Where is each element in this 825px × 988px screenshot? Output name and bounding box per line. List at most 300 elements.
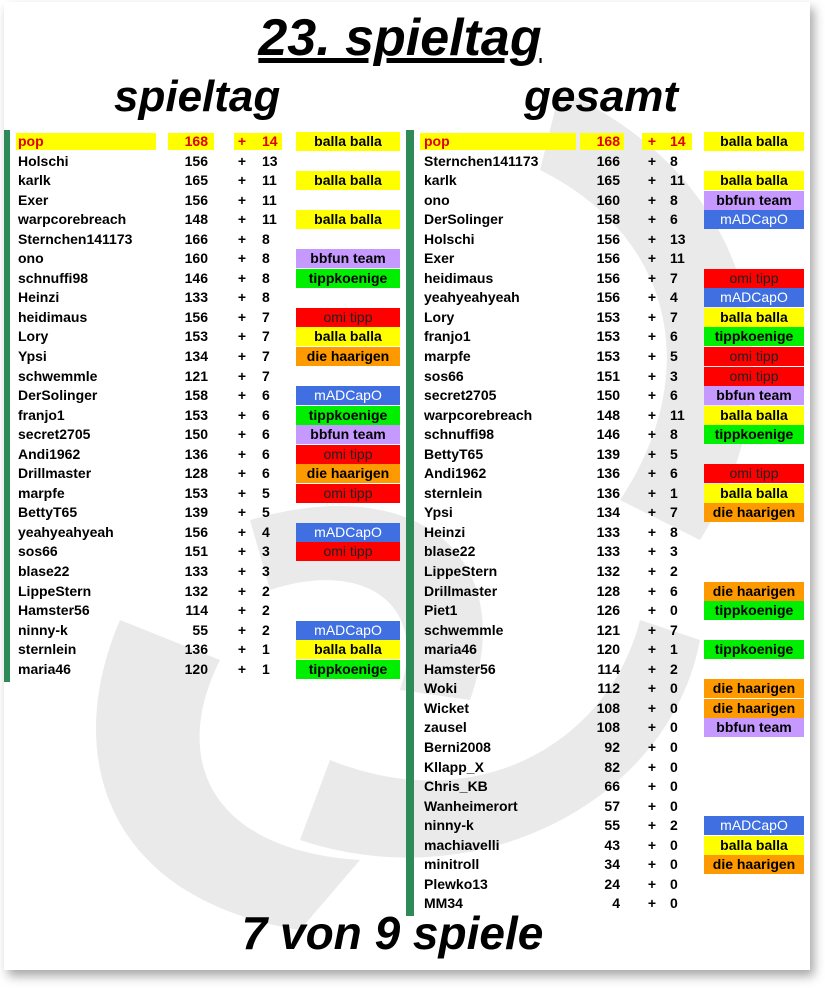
player-name: Hamster56	[18, 602, 90, 619]
table-row	[0, 464, 404, 484]
player-name: Heinzi	[18, 289, 60, 306]
table-row	[406, 464, 811, 484]
player-name: sternlein	[18, 641, 77, 658]
player-name: Sternchen141173	[18, 230, 133, 247]
plus-sign: +	[237, 504, 247, 521]
player-points: 136	[596, 465, 620, 482]
player-name: Hamster56	[424, 660, 496, 677]
team-badge: bbfun team	[704, 191, 804, 210]
added-points: 0	[670, 895, 678, 912]
added-points: 5	[262, 484, 270, 501]
player-name: Exer	[18, 191, 49, 208]
table-row	[0, 347, 404, 367]
added-points: 3	[262, 563, 270, 580]
table-row	[0, 406, 404, 426]
plus-sign: +	[647, 250, 657, 267]
table-row	[406, 406, 811, 426]
plus-sign: +	[237, 152, 247, 169]
player-points: 151	[596, 367, 620, 384]
plus-sign: +	[237, 426, 247, 443]
player-name: zausel	[424, 719, 467, 736]
player-name: karlk	[18, 172, 51, 189]
player-points: 153	[184, 406, 208, 423]
table-row	[0, 132, 404, 152]
table-row	[406, 288, 811, 308]
team-badge: tippkoenige	[296, 269, 400, 288]
player-name: warpcorebreach	[424, 406, 533, 423]
table-row	[406, 210, 811, 230]
player-name: Drillmaster	[424, 582, 498, 599]
team-badge: omi tipp	[296, 542, 400, 561]
table-row	[406, 347, 811, 367]
added-points: 2	[262, 621, 270, 638]
team-badge: balla balla	[704, 836, 804, 855]
player-name: Drillmaster	[18, 465, 92, 482]
player-name: BettyT65	[424, 445, 484, 462]
table-row	[0, 308, 404, 328]
table-row	[406, 445, 811, 465]
team-badge: die haarigen	[296, 347, 400, 366]
table-row	[406, 797, 811, 817]
added-points: 6	[262, 445, 270, 462]
added-points: 1	[670, 484, 678, 501]
plus-sign: +	[647, 211, 657, 228]
player-name: heidimaus	[424, 269, 494, 286]
team-badge: bbfun team	[704, 718, 804, 737]
player-points: 151	[184, 543, 208, 560]
player-points: 134	[184, 348, 208, 365]
plus-sign: +	[647, 172, 657, 189]
plus-sign: +	[237, 445, 247, 462]
subtitle-gesamt: gesamt	[524, 72, 679, 121]
table-row	[406, 777, 811, 797]
table-row	[406, 718, 811, 738]
player-points: 168	[184, 133, 208, 149]
plus-sign: +	[647, 778, 657, 795]
player-points: 133	[184, 563, 208, 580]
plus-sign: +	[647, 328, 657, 345]
plus-sign: +	[647, 426, 657, 443]
player-points: 139	[184, 504, 208, 521]
player-name: ninny-k	[424, 817, 474, 834]
team-badge: tippkoenige	[704, 640, 804, 659]
plus-sign: +	[237, 211, 247, 228]
player-name: secret2705	[18, 426, 91, 443]
team-badge: bbfun team	[704, 386, 804, 405]
plus-sign: +	[237, 367, 247, 384]
spieltag-table	[0, 132, 404, 679]
team-badge: balla balla	[296, 210, 400, 229]
added-points: 6	[262, 406, 270, 423]
added-points: 5	[670, 445, 678, 462]
team-badge: balla balla	[704, 132, 804, 151]
player-name: yeahyeahyeah	[424, 289, 520, 306]
player-name: Wanheimerort	[424, 797, 518, 814]
player-points: 121	[596, 621, 620, 638]
player-points: 153	[596, 308, 620, 325]
table-row	[406, 152, 811, 172]
added-points: 8	[670, 426, 678, 443]
table-row	[0, 249, 404, 269]
plus-sign: +	[237, 484, 247, 501]
added-points: 2	[670, 563, 678, 580]
plus-sign: +	[647, 875, 657, 892]
player-name: pop	[18, 133, 44, 149]
player-points: 112	[597, 680, 620, 697]
plus-sign: +	[647, 133, 657, 149]
player-name: warpcorebreach	[18, 211, 127, 228]
player-name: Andi1962	[18, 445, 81, 462]
player-points: 4	[612, 895, 620, 912]
player-name: Holschi	[18, 152, 69, 169]
player-points: 92	[604, 738, 620, 755]
player-points: 133	[596, 523, 620, 540]
added-points: 4	[262, 523, 270, 540]
team-badge: bbfun team	[296, 249, 400, 268]
player-points: 156	[184, 523, 208, 540]
player-points: 114	[597, 660, 620, 677]
added-points: 11	[262, 211, 277, 228]
player-points: 168	[596, 133, 620, 149]
team-badge: tippkoenige	[704, 601, 804, 620]
added-points: 3	[262, 543, 270, 560]
added-points: 7	[670, 504, 678, 521]
table-row	[406, 816, 811, 836]
plus-sign: +	[647, 680, 657, 697]
player-points: 150	[184, 426, 208, 443]
player-name: schwemmle	[18, 367, 98, 384]
added-points: 14	[262, 133, 278, 149]
table-row	[0, 210, 404, 230]
team-badge: die haarigen	[296, 464, 400, 483]
player-points: 57	[604, 797, 620, 814]
player-name: Lory	[424, 308, 455, 325]
table-row	[406, 699, 811, 719]
player-name: DerSolinger	[424, 211, 504, 228]
added-points: 8	[262, 230, 270, 247]
player-name: Woki	[424, 680, 458, 697]
table-row	[406, 660, 811, 680]
player-name: marpfe	[18, 484, 65, 501]
player-name: ono	[18, 250, 44, 267]
table-row	[406, 855, 811, 875]
plus-sign: +	[647, 719, 657, 736]
player-name: Sternchen141173	[424, 152, 539, 169]
player-points: 160	[596, 191, 620, 208]
table-row	[406, 386, 811, 406]
table-row	[406, 758, 811, 778]
plus-sign: +	[647, 758, 657, 775]
player-name: Heinzi	[424, 523, 466, 540]
player-name: sos66	[18, 543, 58, 560]
added-points: 1	[262, 641, 270, 658]
player-name: machiavelli	[424, 836, 500, 853]
added-points: 0	[670, 738, 678, 755]
plus-sign: +	[237, 250, 247, 267]
table-row	[0, 601, 404, 621]
player-name: blase22	[424, 543, 476, 560]
plus-sign: +	[647, 817, 657, 834]
table-row	[406, 836, 811, 856]
player-name: Ypsi	[424, 504, 453, 521]
added-points: 7	[262, 328, 270, 345]
added-points: 6	[670, 465, 678, 482]
table-row	[406, 191, 811, 211]
team-badge: tippkoenige	[296, 660, 400, 679]
table-row	[406, 327, 811, 347]
added-points: 0	[670, 856, 678, 873]
added-points: 6	[262, 465, 270, 482]
table-row	[406, 171, 811, 191]
plus-sign: +	[237, 563, 247, 580]
team-badge: omi tipp	[296, 445, 400, 464]
player-name: yeahyeahyeah	[18, 523, 114, 540]
added-points: 6	[670, 328, 678, 345]
player-name: maria46	[424, 641, 477, 658]
added-points: 7	[262, 348, 270, 365]
player-name: franjo1	[424, 328, 471, 345]
player-name: minitroll	[424, 856, 480, 873]
plus-sign: +	[237, 172, 247, 189]
team-badge: omi tipp	[704, 269, 804, 288]
added-points: 6	[670, 211, 678, 228]
plus-sign: +	[237, 602, 247, 619]
team-badge: omi tipp	[704, 347, 804, 366]
player-name: LippeStern	[18, 582, 92, 599]
plus-sign: +	[647, 445, 657, 462]
table-row	[406, 562, 811, 582]
added-points: 0	[670, 602, 678, 619]
table-row	[0, 542, 404, 562]
team-badge: tippkoenige	[704, 327, 804, 346]
plus-sign: +	[647, 504, 657, 521]
table-row	[406, 679, 811, 699]
added-points: 0	[670, 699, 678, 716]
player-name: Andi1962	[424, 465, 487, 482]
subtitle-spieltag: spieltag	[114, 72, 281, 121]
added-points: 0	[670, 758, 678, 775]
team-badge: balla balla	[296, 171, 400, 190]
team-badge: omi tipp	[296, 308, 400, 327]
plus-sign: +	[647, 289, 657, 306]
plus-sign: +	[237, 621, 247, 638]
table-row	[0, 621, 404, 641]
added-points: 8	[670, 191, 678, 208]
team-badge: tippkoenige	[296, 406, 400, 425]
player-points: 136	[596, 484, 620, 501]
team-badge: die haarigen	[704, 503, 804, 522]
table-row	[406, 132, 811, 152]
team-badge: mADCapO	[704, 816, 804, 835]
plus-sign: +	[647, 582, 657, 599]
player-points: 126	[596, 602, 620, 619]
added-points: 2	[670, 660, 678, 677]
table-row	[406, 601, 811, 621]
added-points: 2	[262, 602, 270, 619]
player-points: 165	[596, 172, 620, 189]
plus-sign: +	[647, 563, 657, 580]
team-badge: balla balla	[704, 308, 804, 327]
player-points: 120	[596, 641, 620, 658]
table-row	[0, 269, 404, 289]
team-badge: balla balla	[704, 406, 804, 425]
player-points: 128	[184, 465, 208, 482]
plus-sign: +	[237, 543, 247, 560]
table-row	[0, 660, 404, 680]
plus-sign: +	[237, 406, 247, 423]
plus-sign: +	[237, 660, 247, 677]
player-points: 134	[596, 504, 620, 521]
added-points: 7	[670, 621, 678, 638]
player-points: 156	[596, 250, 620, 267]
team-badge: balla balla	[296, 327, 400, 346]
table-row	[0, 171, 404, 191]
player-points: 146	[596, 426, 620, 443]
player-name: LippeStern	[424, 563, 498, 580]
player-points: 165	[184, 172, 208, 189]
plus-sign: +	[647, 387, 657, 404]
plus-sign: +	[237, 328, 247, 345]
player-points: 150	[596, 387, 620, 404]
player-points: 133	[184, 289, 208, 306]
player-name: Piet1	[424, 602, 458, 619]
team-badge: die haarigen	[704, 679, 804, 698]
added-points: 0	[670, 778, 678, 795]
player-name: marpfe	[424, 348, 471, 365]
team-badge: tippkoenige	[704, 425, 804, 444]
player-name: franjo1	[18, 406, 65, 423]
added-points: 2	[670, 817, 678, 834]
player-name: Exer	[424, 250, 455, 267]
player-name: Plewko13	[424, 875, 488, 892]
plus-sign: +	[647, 465, 657, 482]
added-points: 11	[670, 172, 685, 189]
plus-sign: +	[647, 699, 657, 716]
player-name: pop	[424, 133, 450, 149]
table-row	[0, 386, 404, 406]
team-badge: omi tipp	[704, 464, 804, 483]
table-row	[0, 327, 404, 347]
team-badge: mADCapO	[296, 621, 400, 640]
player-points: 153	[596, 328, 620, 345]
player-points: 55	[604, 817, 620, 834]
added-points: 0	[670, 797, 678, 814]
player-points: 108	[596, 699, 620, 716]
player-name: heidimaus	[18, 308, 88, 325]
team-badge: mADCapO	[296, 523, 400, 542]
player-points: 43	[604, 836, 620, 853]
plus-sign: +	[237, 465, 247, 482]
plus-sign: +	[647, 152, 657, 169]
gesamt-table	[406, 132, 811, 914]
player-name: schwemmle	[424, 621, 504, 638]
team-badge: omi tipp	[704, 367, 804, 386]
plus-sign: +	[647, 523, 657, 540]
added-points: 8	[262, 269, 270, 286]
added-points: 13	[670, 230, 686, 247]
table-row	[406, 738, 811, 758]
player-points: 166	[596, 152, 620, 169]
plus-sign: +	[647, 836, 657, 853]
added-points: 7	[670, 269, 678, 286]
table-row	[0, 425, 404, 445]
table-row	[0, 152, 404, 172]
plus-sign: +	[237, 523, 247, 540]
added-points: 0	[670, 680, 678, 697]
player-name: karlk	[424, 172, 457, 189]
added-points: 0	[670, 836, 678, 853]
player-points: 55	[192, 621, 208, 638]
player-name: BettyT65	[18, 504, 78, 521]
player-name: Berni2008	[424, 738, 491, 755]
team-badge: balla balla	[296, 132, 400, 151]
player-points: 158	[184, 387, 208, 404]
plus-sign: +	[647, 348, 657, 365]
player-name: Chris_KB	[424, 778, 488, 795]
player-points: 24	[604, 875, 620, 892]
plus-sign: +	[647, 406, 657, 423]
plus-sign: +	[647, 230, 657, 247]
table-row	[406, 269, 811, 289]
player-points: 156	[596, 289, 620, 306]
added-points: 6	[670, 387, 678, 404]
table-row	[0, 445, 404, 465]
player-name: MM34	[424, 895, 463, 912]
player-points: 156	[596, 269, 620, 286]
plus-sign: +	[647, 660, 657, 677]
player-points: 156	[184, 152, 208, 169]
plus-sign: +	[647, 602, 657, 619]
player-points: 82	[604, 758, 620, 775]
table-row	[0, 503, 404, 523]
player-name: DerSolinger	[18, 387, 98, 404]
player-points: 156	[596, 230, 620, 247]
team-badge: die haarigen	[704, 855, 804, 874]
added-points: 1	[670, 641, 678, 658]
added-points: 7	[670, 308, 678, 325]
player-points: 158	[596, 211, 620, 228]
table-row	[406, 875, 811, 895]
player-points: 136	[184, 641, 208, 658]
player-points: 108	[596, 719, 620, 736]
player-points: 139	[596, 445, 620, 462]
player-points: 166	[184, 230, 208, 247]
added-points: 2	[262, 582, 270, 599]
table-row	[406, 230, 811, 250]
player-points: 132	[184, 582, 208, 599]
added-points: 8	[262, 250, 270, 267]
player-name: maria46	[18, 660, 71, 677]
plus-sign: +	[647, 367, 657, 384]
player-points: 153	[596, 348, 620, 365]
table-row	[0, 288, 404, 308]
added-points: 1	[262, 660, 270, 677]
table-row	[406, 542, 811, 562]
player-name: Ypsi	[18, 348, 47, 365]
page-title: 23. spieltag	[258, 9, 542, 67]
player-points: 156	[184, 191, 208, 208]
added-points: 8	[670, 523, 678, 540]
plus-sign: +	[237, 641, 247, 658]
player-points: 34	[604, 856, 620, 873]
team-badge: omi tipp	[296, 484, 400, 503]
player-points: 133	[596, 543, 620, 560]
plus-sign: +	[237, 133, 247, 149]
plus-sign: +	[237, 289, 247, 306]
team-badge: mADCapO	[704, 288, 804, 307]
added-points: 14	[670, 133, 686, 149]
added-points: 5	[670, 348, 678, 365]
